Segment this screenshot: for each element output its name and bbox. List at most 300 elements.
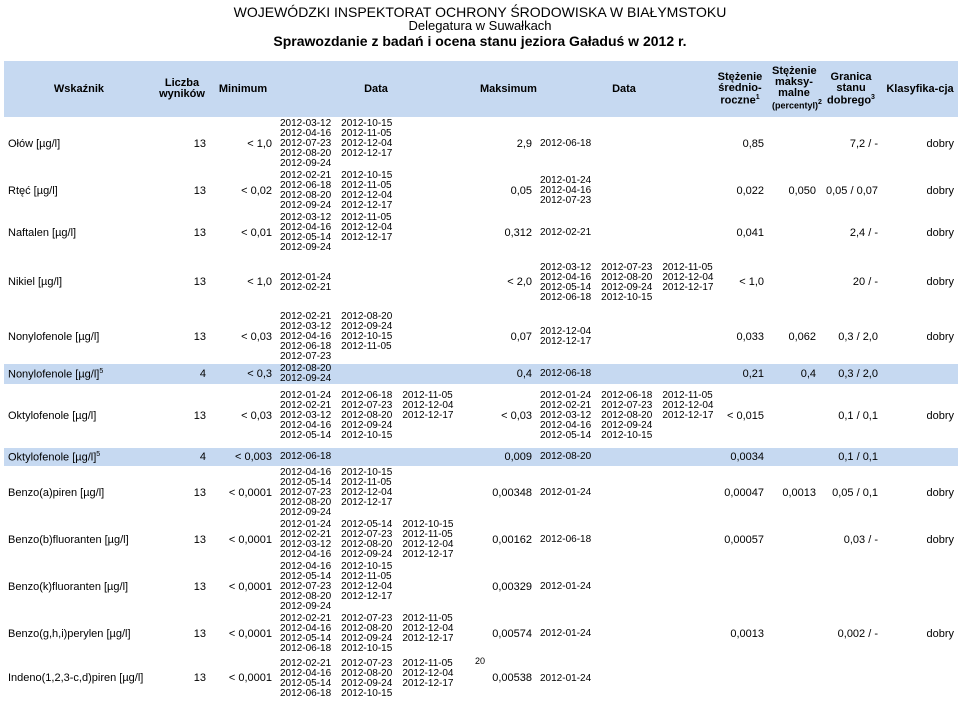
annual-avg: 0,033: [736, 330, 764, 343]
indicator-label: Oktylofenole [µg/l]: [8, 451, 97, 464]
sample-date: 2012-05-14: [280, 430, 332, 441]
sample-date: 2012-09-24: [280, 200, 332, 211]
col-header-annual-avg-label: Stężenie średnio-roczne: [717, 70, 763, 107]
sample-date: 2012-06-18: [601, 390, 653, 401]
sample-date: 2012-06-18: [280, 180, 332, 191]
result-count: 4: [154, 448, 210, 466]
sample-date: 2012-04-16: [280, 331, 332, 342]
min-value: < 0,0001: [228, 486, 272, 499]
sample-date: 2012-09-24: [341, 549, 393, 560]
indicator-label: Benzo(a)piren [µg/l]: [8, 486, 105, 499]
sample-date: 2012-09-24: [280, 158, 332, 169]
sample-date: 2012-12-04: [341, 487, 393, 498]
indicator-label: Benzo(g,h,i)perylen [µg/l]: [8, 627, 131, 640]
table-row: [4, 364, 958, 384]
max-percentile: [768, 520, 820, 560]
sample-date: 2012-12-04: [402, 667, 454, 679]
sample-date: 2012-09-24: [280, 507, 332, 518]
indicator-name: [4, 119, 154, 169]
result-count: 13: [193, 330, 206, 343]
classification: [882, 562, 958, 612]
sample-date: 2012-04-16: [280, 667, 332, 679]
results-table: [4, 61, 958, 701]
annual-avg: 0,041: [736, 226, 764, 239]
max-dates: [536, 171, 712, 211]
result-count: 13: [193, 672, 206, 684]
sample-date: 2012-06-18: [540, 534, 592, 545]
sample-date: 2012-09-24: [601, 420, 653, 431]
table-row: [4, 213, 958, 253]
max-percentile: [768, 614, 820, 654]
sample-date: 2012-08-20: [540, 451, 592, 462]
good-status-limit: 2,4 / -: [849, 226, 878, 239]
min-dates: [276, 520, 476, 560]
classification: dobry: [926, 627, 954, 640]
result-count: 13: [193, 226, 206, 239]
sample-date: 2012-07-23: [341, 400, 393, 411]
max-value: < 0,03: [501, 409, 532, 422]
col-header-indicator: Wskaźnik: [4, 61, 154, 117]
sample-date: 2012-08-20: [280, 363, 332, 374]
sample-date: 2012-12-04: [540, 326, 592, 337]
table-row: [4, 614, 958, 654]
min-dates: [276, 171, 476, 211]
col-header-maximum: Maksimum: [476, 61, 536, 117]
annual-avg: 0,0034: [712, 448, 768, 466]
table-row: [4, 119, 958, 169]
indicator-name: [4, 171, 154, 211]
table-row: [4, 171, 958, 211]
sample-date: 2012-09-24: [280, 601, 332, 612]
max-dates: [536, 255, 712, 310]
sample-date: 2012-01-24: [540, 175, 592, 186]
sample-date: 2012-05-14: [280, 477, 332, 488]
sample-date: 2012-10-15: [601, 430, 653, 441]
good-status-limit: 0,05 / 0,07: [826, 184, 878, 197]
footnote-mark-5: 5: [99, 367, 104, 375]
indicator-label: Benzo(b)fluoranten [µg/l]: [8, 533, 129, 546]
report-header-office: Delegatura w Suwałkach: [408, 18, 552, 33]
sample-date: 2012-11-05: [662, 390, 713, 401]
max-value: 0,00329: [492, 580, 532, 593]
sample-date: 2012-05-14: [341, 519, 393, 530]
sample-date: 2012-09-24: [280, 242, 332, 253]
sample-date: 2012-07-23: [341, 529, 393, 540]
sample-date: 2012-02-21: [280, 657, 332, 669]
sample-date: 2012-03-12: [280, 212, 332, 223]
max-value: 0,00348: [492, 486, 532, 499]
max-percentile: [768, 448, 820, 466]
sample-date: 2012-11-05: [341, 180, 392, 191]
max-dates: [536, 364, 712, 384]
col-header-percentile: (percentyl): [772, 100, 819, 111]
col-header-classification: Klasyfika-cja: [882, 61, 958, 117]
col-header-count: Liczba wyników: [154, 61, 210, 117]
good-status-limit: [820, 562, 882, 612]
sample-date: 2012-04-16: [280, 623, 332, 634]
max-value: 0,00538: [492, 672, 532, 684]
sample-date: 2012-03-12: [280, 539, 332, 550]
result-count: 13: [193, 533, 206, 546]
sample-date: 2012-10-15: [341, 331, 393, 342]
annual-avg: 0,21: [712, 364, 768, 384]
classification: dobry: [926, 137, 954, 150]
sample-date: 2012-11-05: [402, 613, 453, 624]
indicator-name: [4, 312, 154, 362]
max-dates: [536, 468, 712, 518]
indicator-name: [4, 213, 154, 253]
indicator-name: [4, 364, 154, 384]
table-row: [4, 468, 958, 518]
annual-avg: [712, 562, 768, 612]
indicator-label: Naftalen [µg/l]: [8, 226, 77, 239]
result-count: 13: [193, 627, 206, 640]
good-status-limit: 0,05 / 0,1: [832, 486, 878, 499]
col-header-annual-avg: [712, 61, 768, 117]
sample-date: 2012-07-23: [280, 138, 332, 149]
sample-date: 2012-12-17: [341, 497, 393, 508]
indicator-name: [4, 562, 154, 612]
min-value: < 0,3: [210, 364, 276, 384]
max-percentile: [768, 562, 820, 612]
indicator-name: [4, 255, 154, 310]
sample-date: 2012-06-18: [280, 643, 332, 654]
sample-date: 2012-01-24: [280, 390, 332, 401]
sample-date: 2012-12-04: [341, 190, 393, 201]
max-percentile: 0,4: [768, 364, 820, 384]
classification: dobry: [926, 409, 954, 422]
annual-avg: 0,022: [736, 184, 764, 197]
sample-date: 2012-11-05: [341, 571, 392, 582]
max-value: 0,312: [504, 226, 532, 239]
sample-date: 2012-07-23: [341, 657, 393, 669]
sample-date: 2012-02-21: [280, 613, 332, 624]
sample-date: 2012-12-17: [341, 148, 393, 159]
indicator-label: Benzo(k)fluoranten [µg/l]: [8, 580, 129, 593]
table-row: [4, 448, 958, 466]
good-status-limit: 0,3 / 2,0: [838, 330, 878, 343]
sample-date: 2012-03-12: [280, 118, 332, 129]
sample-date: 2012-06-18: [280, 341, 332, 352]
sample-date: 2012-09-24: [341, 321, 393, 332]
sample-date: 2012-12-04: [341, 581, 393, 592]
table-row: [4, 255, 958, 310]
table-row: [4, 562, 958, 612]
sample-date: 2012-12-17: [341, 232, 393, 243]
sample-date: 2012-08-20: [601, 271, 653, 283]
sample-date: 2012-12-17: [341, 200, 393, 211]
annual-avg: < 0,015: [726, 409, 764, 422]
min-dates: [276, 614, 476, 654]
sample-date: 2012-10-15: [341, 118, 393, 129]
sample-date: 2012-11-05: [341, 341, 392, 352]
good-status-limit: 0,1 / 0,1: [838, 409, 878, 422]
annual-avg: 0,0013: [730, 627, 764, 640]
max-dates: [536, 386, 712, 446]
sample-date: 2012-05-14: [280, 571, 332, 582]
sample-date: 2012-08-20: [341, 623, 393, 634]
sample-date: 2012-12-04: [341, 138, 393, 149]
classification: dobry: [926, 330, 954, 343]
sample-date: 2012-05-14: [280, 677, 332, 689]
sample-date: 2012-10-15: [341, 467, 393, 478]
min-dates: [276, 448, 476, 466]
col-header-max-date: Data: [536, 61, 712, 117]
indicator-name: [4, 614, 154, 654]
sample-date: 2012-03-12: [280, 410, 332, 421]
table-row: [4, 520, 958, 560]
result-count: 13: [193, 184, 206, 197]
sample-date: 2012-12-04: [662, 400, 714, 411]
min-value: < 0,01: [241, 226, 272, 239]
sample-date: 2012-07-23: [601, 400, 653, 411]
sample-date: 2012-11-05: [402, 390, 453, 401]
indicator-name: [4, 468, 154, 518]
indicator-label: Indeno(1,2,3-c,d)piren [µg/l]: [8, 672, 144, 684]
sample-date: 2012-12-04: [341, 222, 393, 233]
sample-date: 2012-08-20: [280, 497, 332, 508]
min-value: < 0,0001: [228, 533, 272, 546]
classification: dobry: [926, 226, 954, 239]
max-percentile: [768, 119, 820, 169]
max-dates: [536, 520, 712, 560]
result-count: 13: [193, 137, 206, 150]
max-value: 2,9: [516, 137, 532, 150]
sample-date: 2012-07-23: [280, 581, 332, 592]
classification: [882, 364, 958, 384]
sample-date: 2012-04-16: [280, 222, 332, 233]
table-row: [4, 386, 958, 446]
annual-avg: 0,85: [742, 137, 764, 150]
max-dates: [536, 448, 712, 466]
max-value: < 2,0: [507, 276, 532, 288]
sample-date: 2012-07-23: [280, 351, 332, 362]
max-dates: [536, 614, 712, 654]
sample-date: 2012-09-24: [601, 281, 653, 293]
good-status-limit: 7,2 / -: [849, 137, 878, 150]
good-status-limit: 0,3 / 2,0: [820, 364, 882, 384]
min-value: < 0,0001: [228, 580, 272, 593]
annual-avg: 0,00047: [724, 486, 764, 499]
min-value: < 0,03: [241, 409, 272, 422]
max-percentile: 0,062: [788, 330, 816, 343]
footnote-mark-1: 1: [755, 93, 760, 101]
indicator-label: Nikiel [µg/l]: [8, 276, 63, 288]
sample-date: 2012-07-23: [540, 195, 592, 206]
max-dates: [536, 119, 712, 169]
max-percentile: 0,050: [788, 184, 816, 197]
sample-date: 2012-12-04: [402, 539, 454, 550]
annual-avg: < 1,0: [739, 276, 764, 288]
good-status-limit: 0,1 / 0,1: [820, 448, 882, 466]
sample-date: 2012-04-16: [540, 185, 592, 196]
good-status-limit: 20 / -: [852, 276, 878, 288]
indicator-name: [4, 448, 154, 466]
max-dates: [536, 312, 712, 362]
min-value: < 0,0001: [228, 672, 272, 684]
col-header-max-conc-label: Stężenie maksy-malne: [772, 65, 817, 100]
classification: dobry: [926, 184, 954, 197]
min-value: < 1,0: [247, 137, 272, 150]
sample-date: 2012-04-16: [280, 561, 332, 572]
sample-date: 2012-08-20: [601, 410, 653, 421]
report-header-institution: WOJEWÓDZKI INSPEKTORAT OCHRONY ŚRODOWISKA W BIAŁYMSTOKU: [233, 4, 727, 20]
sample-date: 2012-12-04: [402, 623, 454, 634]
sample-date: 2012-06-18: [341, 390, 393, 401]
min-value: < 0,003: [210, 448, 276, 466]
sample-date: 2012-03-12: [540, 261, 592, 273]
min-value: < 1,0: [247, 276, 272, 288]
indicator-name: [4, 520, 154, 560]
sample-date: 2012-07-23: [280, 487, 332, 498]
min-dates: [276, 255, 476, 310]
min-dates: [276, 119, 476, 169]
col-header-good-limit-label: Granica stanu dobrego: [827, 70, 872, 107]
indicator-name: [4, 386, 154, 446]
max-percentile: [768, 255, 820, 310]
sample-date: 2012-08-20: [341, 539, 393, 550]
sample-date: 2012-04-16: [280, 549, 332, 560]
sample-date: 2012-12-17: [540, 336, 592, 347]
annual-avg: 0,00057: [724, 533, 764, 546]
classification: [882, 448, 958, 466]
sample-date: 2012-08-20: [280, 190, 332, 201]
sample-date: 2012-11-05: [402, 657, 453, 669]
sample-date: 2012-01-24: [540, 672, 592, 684]
good-status-limit: 0,002 / -: [837, 627, 878, 640]
sample-date: 2012-12-17: [402, 677, 454, 689]
sample-date: 2012-07-23: [601, 261, 653, 273]
sample-date: 2012-05-14: [280, 232, 332, 243]
sample-date: 2012-01-24: [540, 487, 592, 498]
max-value: 0,00162: [492, 533, 532, 546]
max-dates: [536, 562, 712, 612]
sample-date: 2012-02-21: [280, 170, 332, 181]
sample-date: 2012-08-20: [341, 667, 393, 679]
sample-date: 2012-06-18: [280, 687, 332, 699]
sample-date: 2012-06-18: [540, 291, 592, 303]
min-dates: [276, 312, 476, 362]
max-dates: [536, 213, 712, 253]
sample-date: 2012-01-24: [280, 519, 332, 530]
sample-date: 2012-10-15: [341, 430, 393, 441]
sample-date: 2012-09-24: [341, 420, 393, 431]
sample-date: 2012-10-15: [341, 170, 393, 181]
sample-date: 2012-06-18: [540, 138, 592, 149]
max-value: 0,07: [510, 330, 532, 343]
footnote-mark-3: 3: [871, 93, 875, 101]
sample-date: 2012-02-21: [540, 227, 592, 238]
table-row: [4, 312, 958, 362]
sample-date: 2012-01-24: [540, 390, 592, 401]
sample-date: 2012-04-16: [540, 271, 592, 283]
indicator-label: Nonylofenole [µg/l]: [8, 368, 100, 381]
min-value: < 0,03: [241, 330, 272, 343]
sample-date: 2012-11-05: [402, 529, 453, 540]
result-count: 13: [193, 486, 206, 499]
good-status-limit: 0,03 / -: [843, 533, 878, 546]
max-value: 0,00574: [492, 627, 532, 640]
sample-date: 2012-02-21: [280, 400, 332, 411]
min-dates: [276, 562, 476, 612]
sample-date: 2012-01-24: [280, 271, 332, 283]
result-count: 13: [193, 409, 206, 422]
indicator-label: Nonylofenole [µg/l]: [8, 330, 100, 343]
sample-date: 2012-12-17: [402, 410, 454, 421]
footnote-mark-2: 2: [818, 99, 822, 107]
sample-date: 2012-06-18: [540, 368, 592, 379]
sample-date: 2012-08-20: [280, 148, 332, 159]
sample-date: 2012-11-05: [662, 261, 713, 273]
indicator-label: Oktylofenole [µg/l]: [8, 409, 97, 422]
sample-date: 2012-10-15: [341, 687, 393, 699]
col-header-min-date: Data: [276, 61, 476, 117]
max-percentile: [768, 386, 820, 446]
max-value: 0,009: [476, 448, 536, 466]
sample-date: 2012-06-18: [280, 451, 332, 462]
min-dates: [276, 364, 476, 384]
sample-date: 2012-04-16: [540, 420, 592, 431]
sample-date: 2012-11-05: [341, 212, 392, 223]
result-count: 13: [193, 580, 206, 593]
sample-date: 2012-09-24: [341, 633, 393, 644]
sample-date: 2012-02-21: [280, 311, 332, 322]
sample-date: 2012-11-05: [341, 477, 392, 488]
sample-date: 2012-10-15: [601, 291, 653, 303]
sample-date: 2012-08-20: [341, 410, 393, 421]
sample-date: 2012-04-16: [280, 128, 332, 139]
sample-date: 2012-05-14: [540, 430, 592, 441]
sample-date: 2012-02-21: [280, 529, 332, 540]
sample-date: 2012-02-21: [540, 400, 592, 411]
sample-date: 2012-10-15: [402, 519, 454, 530]
sample-date: 2012-04-16: [280, 420, 332, 431]
min-value: < 0,02: [241, 184, 272, 197]
sample-date: 2012-05-14: [540, 281, 592, 293]
sample-date: 2012-07-23: [341, 613, 393, 624]
footnote-mark-5: 5: [96, 450, 101, 458]
sample-date: 2012-12-17: [402, 633, 454, 644]
table-header-row: [4, 61, 958, 117]
min-dates: [276, 386, 476, 446]
sample-date: 2012-10-15: [341, 561, 393, 572]
sample-date: 2012-01-24: [540, 628, 592, 639]
col-header-minimum: Minimum: [210, 61, 276, 117]
sample-date: 2012-12-04: [662, 271, 714, 283]
sample-date: 2012-10-15: [341, 643, 393, 654]
max-value: 0,4: [476, 364, 536, 384]
indicator-label: Rtęć [µg/l]: [8, 184, 58, 197]
sample-date: 2012-08-20: [280, 591, 332, 602]
sample-date: 2012-03-12: [280, 321, 332, 332]
indicator-label: Ołów [µg/l]: [8, 137, 61, 150]
sample-date: 2012-09-24: [280, 373, 332, 384]
classification: dobry: [926, 486, 954, 499]
sample-date: 2012-12-17: [402, 549, 454, 560]
max-value: 0,05: [510, 184, 532, 197]
page-number: 20: [474, 656, 485, 666]
sample-date: 2012-09-24: [341, 677, 393, 689]
result-count: 13: [193, 276, 206, 288]
sample-date: 2012-12-17: [662, 410, 714, 421]
sample-date: 2012-04-16: [280, 467, 332, 478]
classification: dobry: [926, 276, 954, 288]
sample-date: 2012-12-04: [402, 400, 454, 411]
sample-date: 2012-01-24: [540, 581, 592, 592]
sample-date: 2012-08-20: [341, 311, 393, 322]
col-header-max-conc: [768, 61, 820, 117]
sample-date: 2012-03-12: [540, 410, 592, 421]
